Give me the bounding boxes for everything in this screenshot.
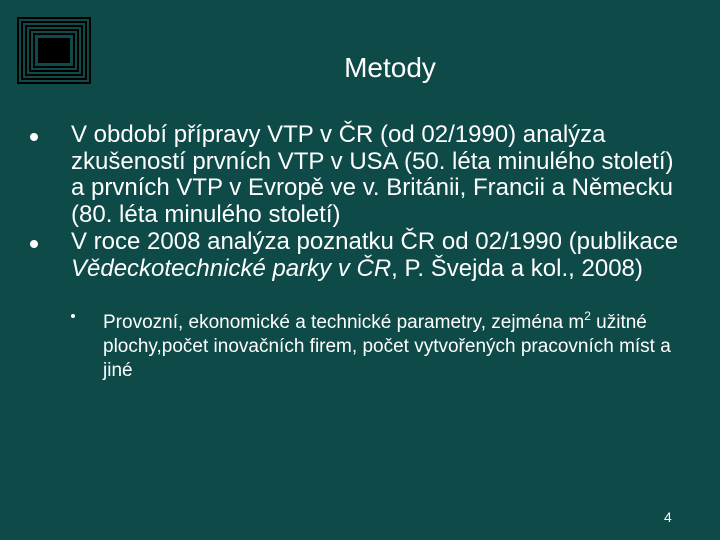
bullet-list xyxy=(30,122,690,384)
nested-squares-icon xyxy=(17,17,91,84)
bullet-item xyxy=(30,122,690,228)
sub-bullet-item xyxy=(71,304,690,383)
slide-title: Metody xyxy=(344,52,436,83)
publication-title: Vědeckotechnické parky v ČR xyxy=(71,254,392,282)
bullet-dot-icon xyxy=(30,240,38,248)
bullet-item xyxy=(30,229,690,383)
sub-bullet-list xyxy=(71,304,690,383)
bullet-text-after: , P. Švejda a kol., 2008) xyxy=(391,254,643,282)
bullet-text: V období přípravy VTP v ČR (od 02/1990) analýza zkušeností prvních VTP v USA (50. léta minulého století) a prvních VTP v Evropě ve v. Británii, Francii a Německu (80. léta minulého století) xyxy=(71,121,674,228)
superscript: 2 xyxy=(584,309,591,323)
sub-bullet-dot-icon xyxy=(71,314,75,318)
bullet-text-before: V roce 2008 analýza poznatku ČR od 02/1990 (publikace xyxy=(71,228,679,255)
sub-bullet-text-before: Provozní, ekonomické a technické parametry, zejména m xyxy=(103,312,585,333)
sub-bullet-text-after: užitné plochy,počet inovačních firem, počet vytvořených pracovních míst a jiné xyxy=(103,312,671,381)
page-number: 4 xyxy=(664,509,672,525)
bullet-dot-icon xyxy=(30,133,38,141)
